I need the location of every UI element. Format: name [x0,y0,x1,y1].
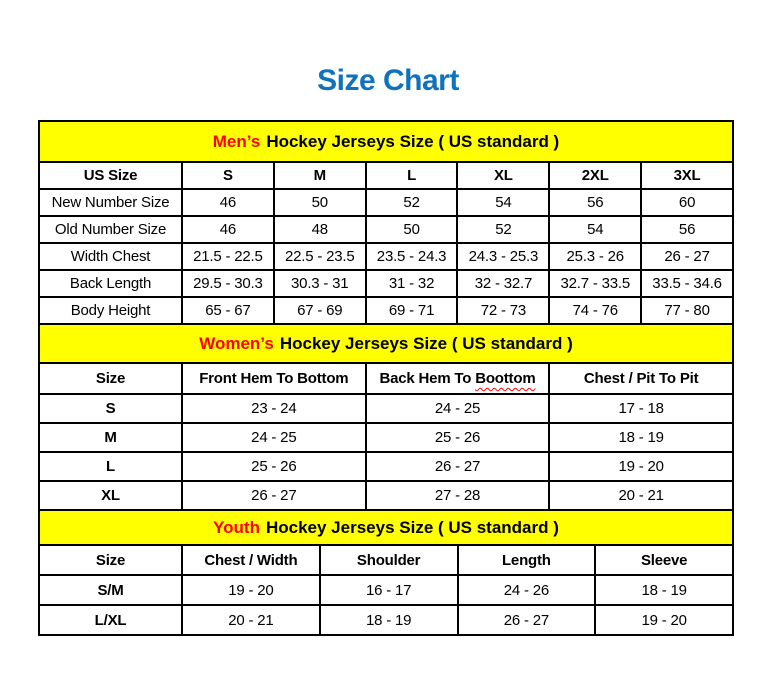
womens-data-cell: 25 - 26 [182,452,366,481]
mens-data-cell: 21.5 - 22.5 [182,243,274,270]
womens-row-m [39,423,733,452]
womens-data-cell: 24 - 25 [366,394,550,423]
mens-data-cell: 50 [366,216,458,243]
womens-column-header-text: Back Hem To [379,370,476,387]
womens-band-accent-label: Women’s [199,333,274,353]
womens-data-cell: 24 - 25 [182,423,366,452]
mens-row-label-old-number-size: Old Number Size [39,216,182,243]
mens-column-header-l: L [366,162,458,189]
youth-column-header-chest-width: Chest / Width [182,545,320,575]
mens-data-cell: 24.3 - 25.3 [457,243,549,270]
mens-data-cell: 54 [457,189,549,216]
youth-data-cell: 16 - 17 [320,575,458,605]
mens-data-cell: 54 [549,216,641,243]
youth-data-cell: 19 - 20 [182,575,320,605]
youth-row-l-xl [39,605,733,635]
womens-row-label-xl: XL [39,481,182,510]
mens-data-cell: 29.5 - 30.3 [182,270,274,297]
mens-column-header-2xl: 2XL [549,162,641,189]
womens-data-cell: 25 - 26 [366,423,550,452]
mens-row-label-back-length: Back Length [39,270,182,297]
mens-size-section [38,120,734,325]
mens-data-cell: 67 - 69 [274,297,366,324]
youth-band-header [38,511,734,544]
womens-size-section [38,325,734,511]
youth-band-label: Hockey Jerseys Size ( US standard ) [265,517,559,537]
mens-data-cell: 48 [274,216,366,243]
misspelled-word-underline: Boottom [475,370,536,387]
mens-band-accent-label: Men’s [212,131,261,151]
womens-column-header-back-hem-to-boottom [366,363,550,394]
youth-data-cell: 20 - 21 [182,605,320,635]
womens-band-label: Hockey Jerseys Size ( US standard ) [279,333,573,353]
womens-column-header-front-hem-to-bottom: Front Hem To Bottom [182,363,366,394]
mens-row-label-body-height: Body Height [39,297,182,324]
youth-band-accent-label: Youth [213,517,260,537]
mens-band-label: Hockey Jerseys Size ( US standard ) [266,131,560,151]
womens-data-cell: 26 - 27 [182,481,366,510]
mens-table [38,161,734,325]
youth-column-header-length: Length [458,545,596,575]
mens-band-header [38,120,734,161]
mens-data-cell: 30.3 - 31 [274,270,366,297]
mens-data-cell: 22.5 - 23.5 [274,243,366,270]
womens-data-cell: 27 - 28 [366,481,550,510]
mens-column-header-xl: XL [457,162,549,189]
mens-column-header-us-size: US Size [39,162,182,189]
mens-data-cell: 56 [549,189,641,216]
womens-data-cell: 23 - 24 [182,394,366,423]
womens-data-cell: 19 - 20 [549,452,733,481]
mens-data-cell: 72 - 73 [457,297,549,324]
mens-data-cell: 31 - 32 [366,270,458,297]
womens-row-label-s: S [39,394,182,423]
mens-data-cell: 56 [641,216,733,243]
mens-column-header-m: M [274,162,366,189]
womens-row-l [39,452,733,481]
youth-data-cell: 19 - 20 [595,605,733,635]
page-title: Size Chart [317,64,459,97]
mens-row-label-width-chest: Width Chest [39,243,182,270]
mens-data-cell: 74 - 76 [549,297,641,324]
mens-data-cell: 32.7 - 33.5 [549,270,641,297]
womens-data-cell: 17 - 18 [549,394,733,423]
womens-row-s [39,394,733,423]
youth-header-row [39,545,733,575]
mens-column-header-3xl: 3XL [641,162,733,189]
mens-data-cell: 52 [366,189,458,216]
womens-column-header-chest-pit-to-pit: Chest / Pit To Pit [549,363,733,394]
mens-data-cell: 26 - 27 [641,243,733,270]
mens-data-cell: 77 - 80 [641,297,733,324]
mens-column-header-s: S [182,162,274,189]
womens-table [38,362,734,511]
youth-data-cell: 24 - 26 [458,575,596,605]
mens-data-cell: 25.3 - 26 [549,243,641,270]
mens-header-row [39,162,733,189]
youth-row-label-l-xl: L/XL [39,605,182,635]
mens-data-cell: 69 - 71 [366,297,458,324]
mens-data-cell: 65 - 67 [182,297,274,324]
mens-data-cell: 60 [641,189,733,216]
mens-row-back-length [39,270,733,297]
womens-row-label-l: L [39,452,182,481]
womens-data-cell: 20 - 21 [549,481,733,510]
youth-data-cell: 26 - 27 [458,605,596,635]
mens-row-old-number-size [39,216,733,243]
womens-row-xl [39,481,733,510]
womens-data-cell: 18 - 19 [549,423,733,452]
youth-row-label-s-m: S/M [39,575,182,605]
womens-band-header [38,325,734,362]
youth-row-s-m [39,575,733,605]
womens-row-label-m: M [39,423,182,452]
mens-row-new-number-size [39,189,733,216]
youth-column-header-shoulder: Shoulder [320,545,458,575]
youth-size-section [38,511,734,636]
mens-data-cell: 23.5 - 24.3 [366,243,458,270]
womens-column-header-size: Size [39,363,182,394]
womens-data-cell: 26 - 27 [366,452,550,481]
youth-table [38,544,734,636]
youth-column-header-sleeve: Sleeve [595,545,733,575]
youth-column-header-size: Size [39,545,182,575]
womens-header-row [39,363,733,394]
size-tables-container [38,120,734,636]
mens-data-cell: 46 [182,189,274,216]
mens-row-width-chest [39,243,733,270]
mens-data-cell: 46 [182,216,274,243]
mens-data-cell: 52 [457,216,549,243]
mens-row-body-height [39,297,733,324]
mens-data-cell: 50 [274,189,366,216]
mens-data-cell: 33.5 - 34.6 [641,270,733,297]
youth-data-cell: 18 - 19 [595,575,733,605]
mens-data-cell: 32 - 32.7 [457,270,549,297]
mens-row-label-new-number-size: New Number Size [39,189,182,216]
youth-data-cell: 18 - 19 [320,605,458,635]
